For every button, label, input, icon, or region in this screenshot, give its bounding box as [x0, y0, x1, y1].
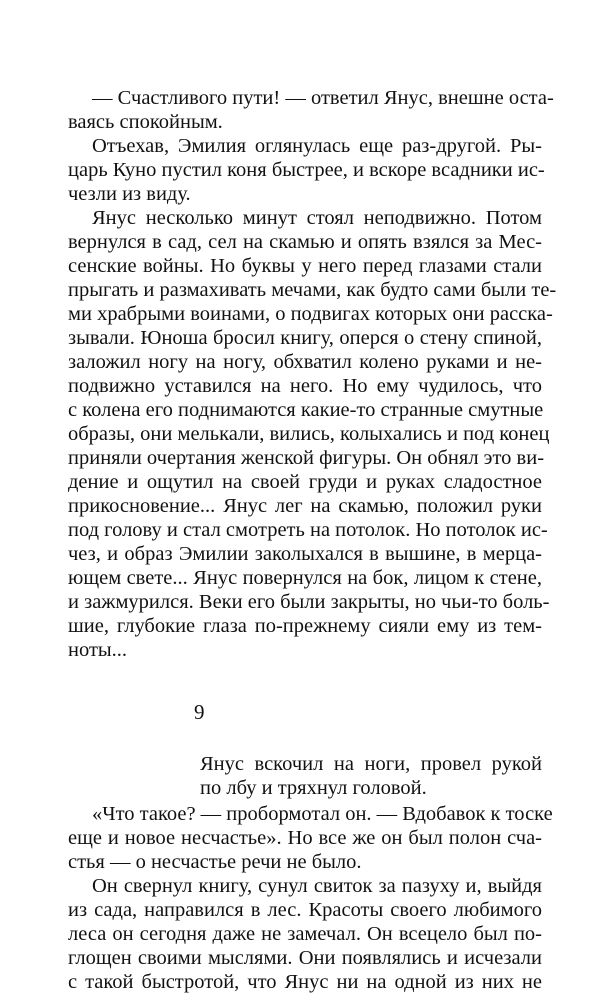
text-line: ноты... [68, 639, 128, 661]
text-line: Янус несколько минут стоял неподвижно. Потом [92, 207, 542, 229]
text-line: чезли из виду. [68, 183, 191, 205]
text-line: Он свернул книгу, сунул свиток за пазуху и, выйдя [92, 875, 542, 897]
text-line: прикосновение... Янус лег на скамью, положил руки [68, 495, 542, 517]
chapter-number: 9 [194, 700, 205, 724]
text-line: стья — о несчастье речи не было. [68, 851, 362, 873]
text-line: вернулся в сад, сел на скамью и опять взялся за Мес- [68, 231, 542, 253]
text-line: под голову и стал смотреть на потолок. Но потолок ис- [68, 519, 548, 541]
text-line: с такой быстротой, что Янус ни на одной из них не [68, 971, 542, 993]
text-line: заложил ногу на ногу, обхватил колено руками и не- [68, 351, 542, 373]
text-line: сенские войны. Но буквы у него перед глазами стали [68, 255, 542, 277]
text-line: с колена его поднимаются какие-то странные смутные [68, 399, 544, 421]
text-line: зывали. Юноша бросил книгу, оперся о стену спиной, [68, 327, 542, 349]
text-line: еще и новое несчастье». Но все же он был полон сча- [68, 827, 542, 849]
text-line: чез, и образ Эмилии заколыхался в вышине, в мерца- [68, 543, 542, 565]
text-line: леса он сегодня даже не замечал. Он всецело был по- [68, 923, 542, 945]
text-line: ваясь спокойным. [68, 111, 223, 133]
text-line: прыгать и размахивать мечами, как будто сами были те- [68, 279, 557, 301]
text-line: «Что такое? — пробормотал он. — Вдобавок к тоске [92, 803, 553, 825]
text-line: приняли очертания женской фигуры. Он обнял это ви- [68, 447, 545, 469]
text-line: подвижно уставился на него. Но ему чудилось, что [68, 375, 542, 397]
indented-line: по лбу и тряхнул головой. [200, 777, 427, 799]
text-line: дение и ощутил на своей груди и руках сладостное [68, 471, 542, 493]
text-line: образы, они мелькали, вились, колыхались и под конец [68, 423, 550, 445]
text-line: шие, глубокие глаза по-прежнему сияли ему из тем- [68, 615, 542, 637]
text-line: из сада, направился в лес. Красоты своего любимого [68, 899, 542, 921]
text-line: Отъехав, Эмилия оглянулась еще раз-другой. Ры- [92, 135, 542, 157]
text-line: ми храбрыми воинами, о подвигах которых они расска- [68, 303, 553, 325]
text-line: — Счастливого пути! — ответил Янус, внешне оста- [92, 87, 554, 109]
indented-line: Янус вскочил на ноги, провел рукой [200, 753, 542, 775]
text-line: ющем свете... Янус повернулся на бок, лицом к стене, [68, 567, 542, 589]
text-line: царь Куно пустил коня быстрее, и вскоре всадники ис- [68, 159, 545, 181]
text-line: глощен своими мыслями. Они появлялись и исчезали [68, 947, 542, 969]
text-line: и зажмурился. Веки его были закрыты, но чьи-то боль- [68, 591, 550, 613]
